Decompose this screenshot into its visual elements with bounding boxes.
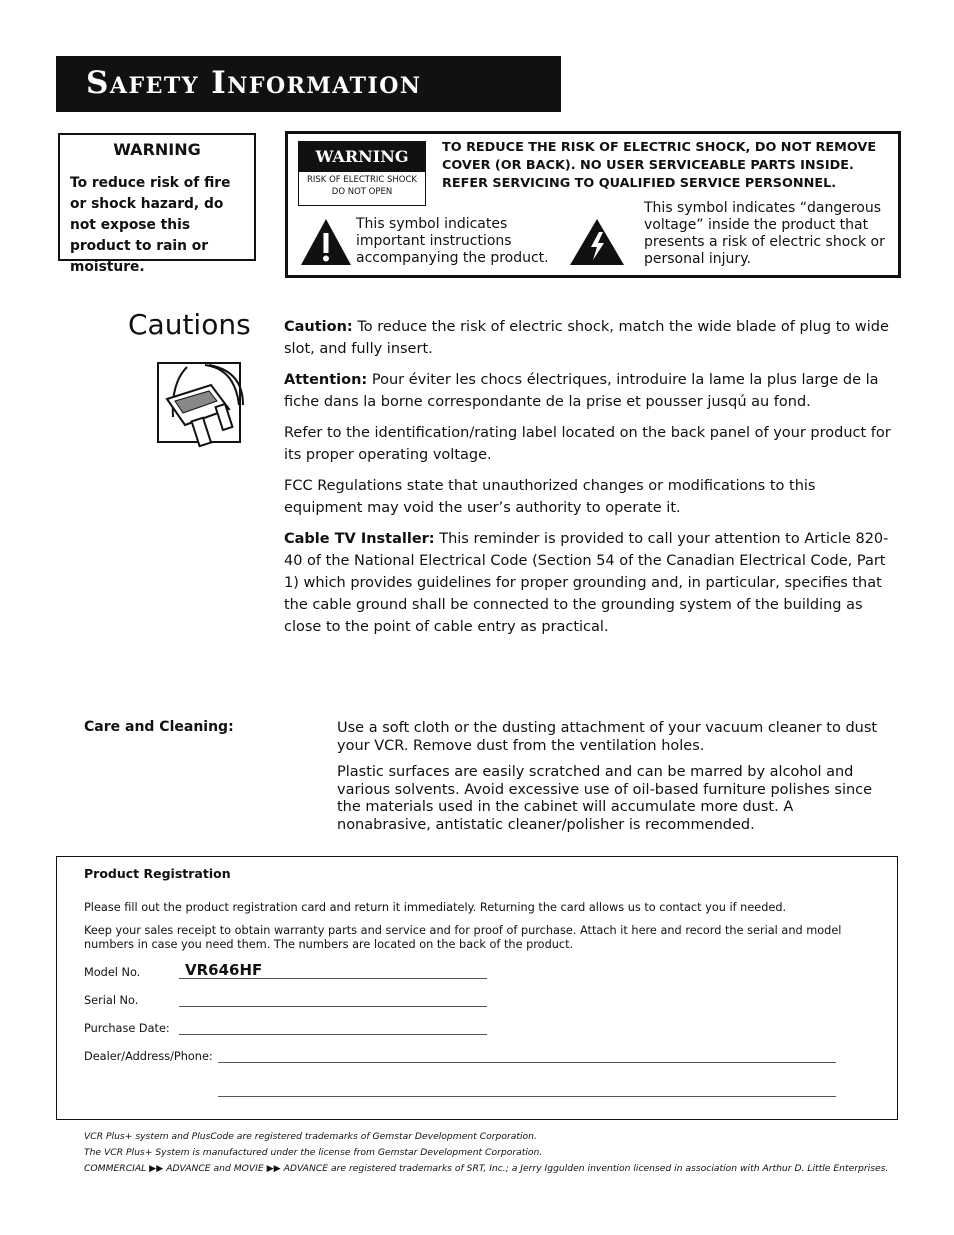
model-line[interactable] bbox=[179, 978, 487, 979]
purchase-date-label: Purchase Date: bbox=[84, 1022, 170, 1035]
cable-installer-paragraph bbox=[284, 528, 894, 638]
attention-lead: Attention: bbox=[284, 372, 368, 388]
registration-paragraph-1: Please fill out the product registration card and return it immediately. Returning the card allows us to contact you if needed. bbox=[84, 901, 787, 914]
polarized-plug-icon bbox=[157, 361, 245, 453]
exclamation-symbol-text: This symbol indicates important instructions accompanying the product. bbox=[356, 216, 549, 266]
warning-label-sub-line2: DO NOT OPEN bbox=[331, 187, 393, 197]
dealer-label: Dealer/Address/Phone: bbox=[84, 1050, 213, 1063]
purchase-date-line[interactable] bbox=[179, 1034, 487, 1035]
dealer-line-2[interactable] bbox=[218, 1096, 836, 1097]
fcc-paragraph: FCC Regulations state that unauthorized changes or modifications to this equipment may void the user’s authority to operate it. bbox=[284, 478, 816, 516]
serial-label: Serial No. bbox=[84, 994, 139, 1007]
section-banner bbox=[56, 56, 561, 112]
warning-title: WARNING bbox=[113, 140, 201, 159]
cautions-heading: Cautions bbox=[128, 308, 251, 341]
caution-lead: Caution: bbox=[284, 319, 353, 335]
caution-text: To reduce the risk of electric shock, match the wide blade of plug to wide slot, and fully insert. bbox=[284, 319, 889, 357]
bolt-symbol-text: This symbol indicates “dangerous voltage” inside the product that presents a risk of electric shock or personal injury. bbox=[644, 200, 885, 267]
page-title: Safety Information bbox=[86, 65, 422, 101]
warning-label-sub-line1: RISK OF ELECTRIC SHOCK bbox=[306, 175, 417, 185]
fire-warning-box bbox=[58, 133, 256, 275]
model-label: Model No. bbox=[84, 966, 141, 979]
product-registration-box bbox=[56, 856, 898, 1120]
warning-body: To reduce risk of fire or shock hazard, do not expose this product to rain or moisture. bbox=[70, 175, 231, 275]
caution-paragraph bbox=[284, 316, 894, 360]
warning-label-sub bbox=[299, 174, 425, 198]
warning-label-head: WARNING bbox=[299, 142, 425, 172]
care-paragraph-2: Plastic surfaces are easily scratched and can be marred by alcohol and various solvents. Avoid excessive use of oil-based furniture polishes since the materials used in the cabinet will accumulate more dust. A nonabrasive, antistatic cleaner/polisher is recommended. bbox=[337, 764, 873, 833]
shock-warning-box bbox=[285, 131, 901, 278]
attention-text: Pour éviter les chocs électriques, introduire la lame la plus large de la fiche dans la borne correspondante de la prise et pousser jusqú au fond. bbox=[284, 372, 879, 410]
lightning-triangle-icon bbox=[569, 218, 625, 266]
cable-installer-text: This reminder is provided to call your attention to Article 820-40 of the National Electrical Code (Section 54 of the Canadian Electrical Code, Part 1) which provides guidelines for proper grounding and, in particular, specifies that the cable ground shall be connected to the grounding system of the building as close to the point of cable entry as practical. bbox=[284, 531, 889, 635]
rating-label-paragraph: Refer to the identification/rating label located on the back panel of your product for its proper operating voltage. bbox=[284, 425, 891, 463]
registration-paragraph-2: Keep your sales receipt to obtain warranty parts and service and for proof of purchase. Attach it here and record the serial and model numbers in case you need them. The numbers are located on the back of the product. bbox=[84, 924, 842, 951]
care-heading: Care and Cleaning: bbox=[84, 719, 234, 735]
attention-paragraph bbox=[284, 369, 894, 413]
footnote-3: COMMERCIAL ▶▶ ADVANCE and MOVIE ▶▶ ADVANCE are registered trademarks of SRT, Inc.; a Jerry Iggulden invention licensed in association with Arthur D. Little Enterprises. bbox=[84, 1163, 889, 1174]
serial-line[interactable] bbox=[179, 1006, 487, 1007]
dealer-line-1[interactable] bbox=[218, 1062, 836, 1063]
warning-label bbox=[298, 141, 426, 206]
care-paragraph-1: Use a soft cloth or the dusting attachment of your vacuum cleaner to dust your VCR. Remove dust from the ventilation holes. bbox=[337, 720, 878, 754]
model-value: VR646HF bbox=[185, 961, 263, 979]
exclamation-triangle-icon bbox=[300, 218, 352, 266]
registration-title: Product Registration bbox=[84, 866, 231, 881]
warning-caps-text: TO REDUCE THE RISK OF ELECTRIC SHOCK, DO NOT REMOVE COVER (OR BACK). NO USER SERVICEABLE PARTS INSIDE. REFER SERVICING TO QUALIFIED SERVICE PERSONNEL. bbox=[442, 140, 877, 191]
footnote-1: VCR Plus+ system and PlusCode are registered trademarks of Gemstar Development Corporation. bbox=[84, 1131, 537, 1142]
footnote-2: The VCR Plus+ System is manufactured under the license from Gemstar Development Corporation. bbox=[84, 1147, 543, 1158]
cable-installer-lead: Cable TV Installer: bbox=[284, 531, 435, 547]
